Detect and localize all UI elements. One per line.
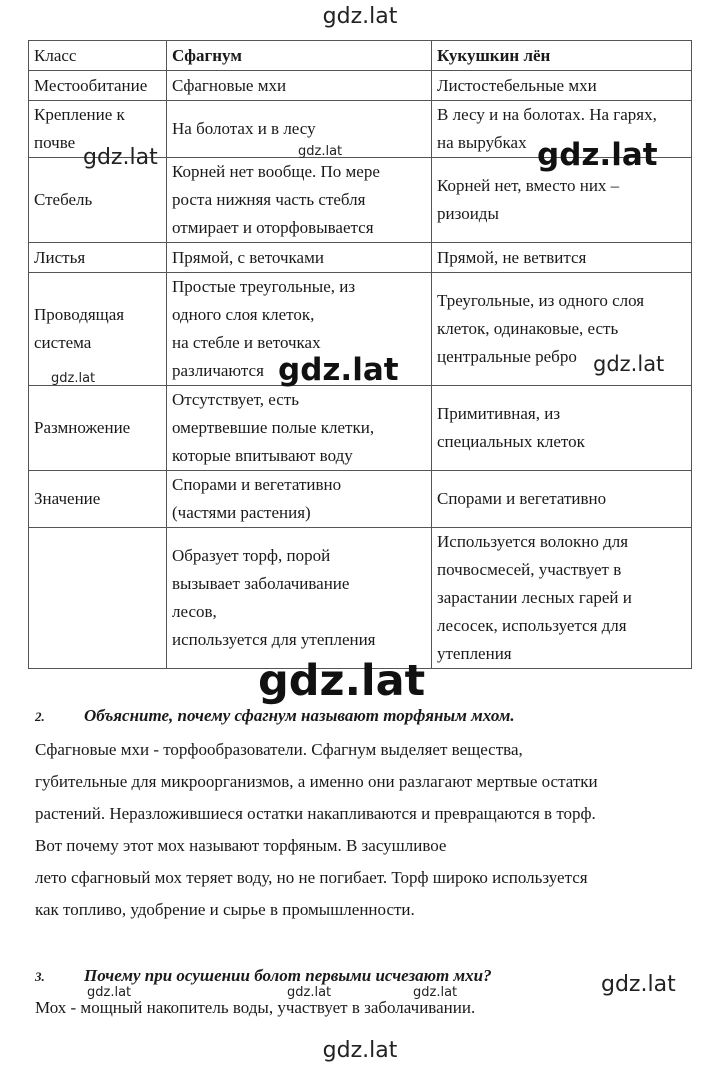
watermark-tiny: gdz.lat bbox=[51, 371, 96, 386]
cell-text-line: почвосмесей, участвует в bbox=[437, 560, 622, 579]
answer-2-line: растений. Неразложившиеся остатки накапливаются и превращаются в торф. bbox=[35, 804, 596, 823]
answer-2-line: Сфагновые мхи - торфообразователи. Сфагнум выделяет вещества, bbox=[35, 740, 523, 759]
row-label-cell bbox=[29, 71, 167, 101]
cell-text-line: (частями растения) bbox=[172, 503, 311, 522]
answer-2-line: губительные для микроорганизмов, а именно они разлагают мертвые остатки bbox=[35, 772, 598, 791]
header-sphagnum: Сфагнум bbox=[167, 41, 432, 71]
flax-moss-cell bbox=[432, 71, 692, 101]
cell-text-line: клеток, одинаковые, есть bbox=[437, 319, 619, 338]
cell-text-line: Образует торф, порой bbox=[172, 546, 331, 565]
flax-moss-cell bbox=[432, 471, 692, 528]
cell-text-line: Листостебельные мхи bbox=[437, 75, 597, 95]
table-header-row bbox=[29, 41, 692, 71]
question-2 bbox=[35, 706, 515, 726]
cell-text-line: специальных клеток bbox=[437, 432, 585, 451]
row-label-cell bbox=[29, 471, 167, 528]
cell-text-line: омертвевшие полые клетки, bbox=[172, 418, 375, 437]
cell-text-line: система bbox=[34, 333, 92, 352]
question-3 bbox=[35, 966, 492, 986]
cell-text-line: Спорами и вегетативно bbox=[437, 489, 607, 508]
flax-moss-cell bbox=[432, 528, 692, 669]
sphagnum-cell bbox=[167, 471, 432, 528]
table-row bbox=[29, 528, 692, 669]
answer-2-line: лето сфагновый мох теряет воду, но не погибает. Торф широко используется bbox=[35, 868, 588, 887]
cell-text-line: утепления bbox=[437, 644, 512, 663]
cell-text-line: Используется волокно для bbox=[437, 532, 629, 551]
cell-text-line: лесосек, используется для bbox=[437, 616, 627, 635]
cell-text-line: Стебель bbox=[34, 190, 93, 209]
cell-text-line: Размножение bbox=[34, 418, 131, 437]
cell-text-line: центральные ребро bbox=[437, 347, 577, 366]
question-text: Объясните, почему сфагнум называют торфяным мхом. bbox=[84, 706, 515, 725]
cell-text-line: лесов, bbox=[172, 602, 217, 621]
sphagnum-cell bbox=[167, 243, 432, 273]
watermark-tiny: gdz.lat bbox=[287, 985, 332, 1000]
watermark-tiny: gdz.lat bbox=[298, 144, 343, 159]
sphagnum-cell bbox=[167, 71, 432, 101]
watermark-top: gdz.lat bbox=[322, 4, 398, 29]
sphagnum-cell bbox=[167, 158, 432, 243]
answer-2-line: как топливо, удобрение и сырье в промышленности. bbox=[35, 900, 415, 919]
cell-text-line: используется для утепления bbox=[172, 630, 376, 649]
flax-moss-cell bbox=[432, 243, 692, 273]
sphagnum-cell bbox=[167, 528, 432, 669]
table-row bbox=[29, 471, 692, 528]
question-number: 3. bbox=[35, 969, 45, 984]
row-label-cell bbox=[29, 386, 167, 471]
header-class: Класс bbox=[29, 41, 167, 71]
cell-text-line: ризоиды bbox=[437, 204, 499, 223]
table-row bbox=[29, 386, 692, 471]
cell-text-line: на стебле и веточках bbox=[172, 333, 321, 352]
sphagnum-cell bbox=[167, 386, 432, 471]
row-label-cell bbox=[29, 528, 167, 669]
cell-text-line: Спорами и вегетативно bbox=[172, 475, 342, 494]
table-row bbox=[29, 243, 692, 273]
cell-text-line: которые впитывают воду bbox=[172, 446, 353, 465]
cell-text-line: Прямой, не ветвится bbox=[437, 247, 587, 267]
cell-text-line: Корней нет вообще. По мере bbox=[172, 162, 380, 181]
cell-text-line: роста нижняя часть стебля bbox=[172, 190, 366, 209]
cell-text-line: Местообитание bbox=[34, 75, 148, 95]
answer-3: Мох - мощный накопитель воды, участвует в заболачивании. bbox=[35, 998, 476, 1017]
flax-moss-cell bbox=[432, 386, 692, 471]
answer-2-line: Вот почему этот мох называют торфяным. В засушливое bbox=[35, 836, 447, 855]
cell-text-line: вызывает заболачивание bbox=[172, 574, 350, 593]
cell-text-line: В лесу и на болотах. На гарях, bbox=[437, 105, 657, 124]
cell-text-line: почве bbox=[34, 133, 76, 152]
watermark-bottom: gdz.lat bbox=[322, 1038, 398, 1063]
watermark-tiny: gdz.lat bbox=[413, 985, 458, 1000]
cell-text-line: Примитивная, из bbox=[437, 404, 561, 423]
watermark-small: gdz.lat bbox=[601, 972, 676, 997]
cell-text-line: зарастании лесных гарей и bbox=[437, 588, 632, 607]
watermark-medium: gdz.lat bbox=[278, 352, 399, 388]
cell-text-line: Корней нет, вместо них – bbox=[437, 176, 620, 195]
cell-text-line: Сфагновые мхи bbox=[172, 75, 287, 95]
cell-text-line: отмирает и оторфовывается bbox=[172, 218, 374, 237]
question-number: 2. bbox=[35, 709, 45, 724]
header-flax-moss: Кукушкин лён bbox=[432, 41, 692, 71]
table-row bbox=[29, 71, 692, 101]
row-label-cell bbox=[29, 273, 167, 386]
watermark-small: gdz.lat bbox=[593, 352, 665, 376]
cell-text-line: Треугольные, из одного слоя bbox=[437, 291, 645, 310]
cell-text-line: одного слоя клеток, bbox=[172, 305, 315, 324]
cell-text-line: Прямой, с веточками bbox=[172, 247, 324, 267]
watermark-tiny: gdz.lat bbox=[87, 985, 132, 1000]
cell-text-line: Проводящая bbox=[34, 305, 125, 324]
cell-text-line: Значение bbox=[34, 489, 101, 508]
cell-text-line: Листья bbox=[34, 247, 86, 267]
cell-text-line: на вырубках bbox=[437, 133, 527, 152]
cell-text-line: Простые треугольные, из bbox=[172, 277, 356, 296]
cell-text-line: Крепление к bbox=[34, 105, 125, 124]
watermark-large: gdz.lat bbox=[258, 656, 426, 706]
question-text: Почему при осушении болот первыми исчезают мхи? bbox=[84, 966, 492, 985]
cell-text-line: Отсутствует, есть bbox=[172, 390, 299, 409]
row-label-cell bbox=[29, 158, 167, 243]
cell-text-line: На болотах и в лесу bbox=[172, 119, 316, 138]
watermark-small: gdz.lat bbox=[83, 145, 158, 170]
cell-text-line: различаются bbox=[172, 361, 264, 380]
watermark-medium: gdz.lat bbox=[537, 137, 658, 173]
row-label-cell bbox=[29, 243, 167, 273]
